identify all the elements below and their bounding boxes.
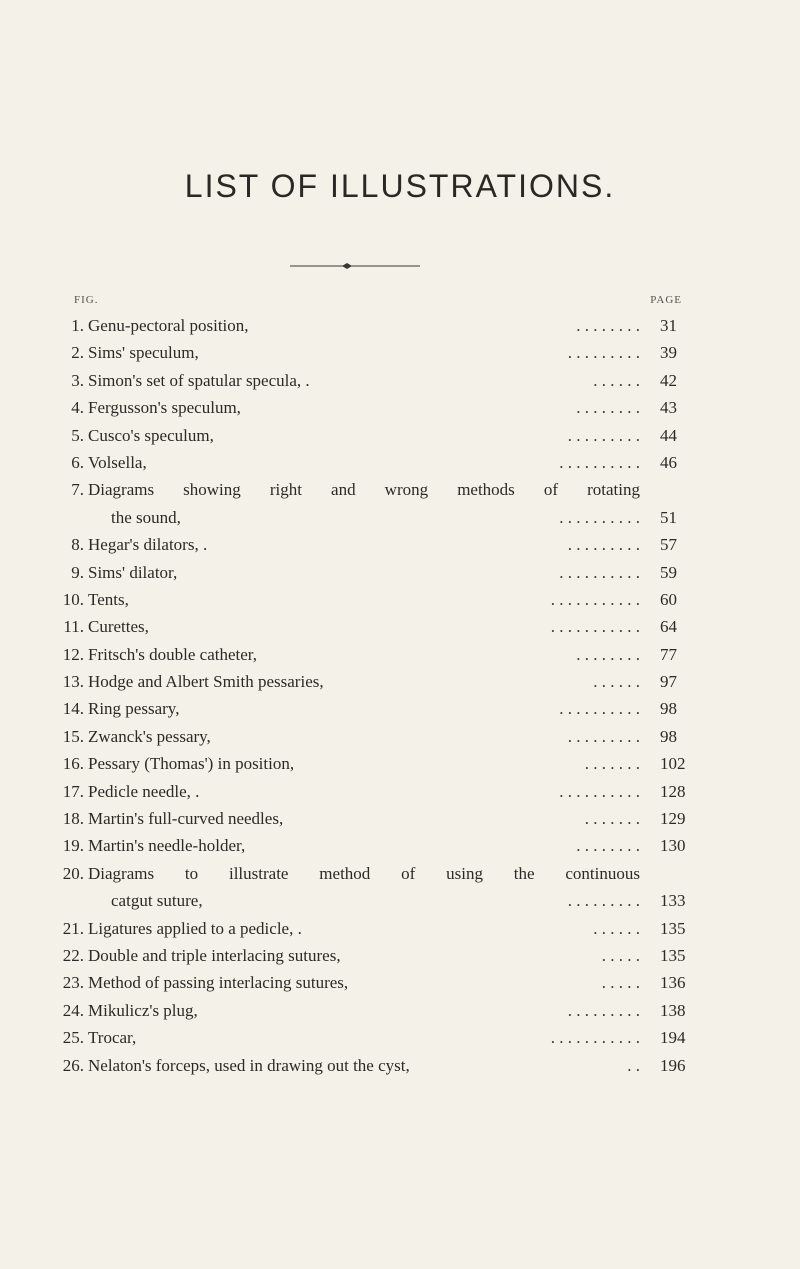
leader-dots: . . bbox=[627, 1055, 640, 1075]
page-number: 59 bbox=[660, 562, 677, 582]
page-number: 39 bbox=[660, 343, 677, 363]
illustration-title: Mikulicz's plug, bbox=[88, 1000, 198, 1020]
list-item bbox=[60, 613, 710, 640]
illustration-title: Genu-pectoral position, bbox=[88, 316, 249, 335]
illustration-title: Tents, bbox=[88, 589, 129, 609]
leader-dots: . . . . . . . . . . bbox=[559, 452, 640, 472]
illustrations-list bbox=[60, 312, 710, 1079]
page-number: 102 bbox=[660, 754, 686, 774]
figure-number: 24. bbox=[62, 1000, 84, 1020]
list-item bbox=[60, 559, 710, 586]
illustration-title: Sims' speculum, bbox=[88, 343, 199, 363]
leader-dots: . . . . . . . . . bbox=[567, 343, 640, 363]
figure-number: 14. bbox=[62, 699, 84, 719]
fig-column-header: FIG. bbox=[74, 294, 99, 306]
illustration-title: Hodge and Albert Smith pessaries, bbox=[88, 672, 324, 692]
illustration-title: Diagrams showing right and wrong methods of rotating bbox=[88, 480, 640, 500]
figure-number: 15. bbox=[62, 726, 84, 746]
page-number: 57 bbox=[660, 535, 677, 555]
list-item bbox=[60, 641, 710, 668]
leader-dots: . . . . . . . . . bbox=[567, 726, 640, 746]
list-item bbox=[60, 997, 710, 1024]
illustration-title: Simon's set of spatular specula, . bbox=[88, 370, 310, 390]
list-item bbox=[60, 750, 710, 777]
page-number: 43 bbox=[660, 398, 677, 418]
illustration-title: Fergusson's speculum, bbox=[88, 398, 241, 418]
figure-number: 9. bbox=[71, 562, 84, 582]
list-item bbox=[60, 449, 710, 476]
figure-number: 2. bbox=[71, 343, 84, 363]
figure-number: 17. bbox=[62, 781, 84, 801]
figure-number: 6. bbox=[71, 452, 84, 472]
illustration-title: Double and triple interlacing sutures, bbox=[88, 945, 341, 965]
list-item bbox=[60, 394, 710, 421]
page-number: 138 bbox=[660, 1000, 686, 1020]
list-item bbox=[60, 915, 710, 942]
figure-number: 7. bbox=[71, 480, 84, 500]
leader-dots: . . . . . . bbox=[593, 918, 640, 938]
figure-number: 1. bbox=[71, 316, 84, 335]
illustration-title: Volsella, bbox=[88, 452, 147, 472]
leader-dots: . . . . . . . . . . . bbox=[550, 1028, 640, 1048]
page-number: 60 bbox=[660, 589, 677, 609]
figure-number: 25. bbox=[62, 1028, 84, 1048]
figure-number: 12. bbox=[62, 644, 84, 664]
illustration-title-continuation: the sound, bbox=[111, 507, 181, 527]
list-item bbox=[60, 531, 710, 558]
illustration-title: Nelaton's forceps, used in drawing out the cyst, bbox=[88, 1055, 410, 1075]
leader-dots: . . . . . . . . bbox=[576, 316, 640, 335]
leader-dots: . . . . . . . . . . bbox=[559, 781, 640, 801]
illustration-title-continuation: catgut suture, bbox=[111, 891, 203, 911]
figure-number: 11. bbox=[63, 617, 84, 637]
leader-dots: . . . . . . . . . bbox=[567, 425, 640, 445]
illustration-title: Pessary (Thomas') in position, bbox=[88, 754, 295, 774]
figure-number: 23. bbox=[62, 973, 84, 993]
list-item bbox=[60, 778, 710, 805]
illustration-title: Pedicle needle, . bbox=[88, 781, 200, 801]
page-number: 135 bbox=[660, 945, 686, 965]
page-number: 64 bbox=[660, 617, 677, 637]
illustration-title: Ring pessary, bbox=[88, 699, 180, 719]
figure-number: 22. bbox=[62, 945, 84, 965]
leader-dots: . . . . . . . bbox=[584, 809, 640, 829]
figure-number: 16. bbox=[62, 754, 84, 774]
leader-dots: . . . . . . . . . bbox=[567, 535, 640, 555]
page-number: 98 bbox=[660, 726, 677, 746]
leader-dots: . . . . . . . . . . bbox=[559, 562, 640, 582]
page-number: 97 bbox=[660, 672, 677, 692]
page-number: 130 bbox=[660, 836, 686, 856]
illustration-title: Curettes, bbox=[88, 617, 149, 637]
list-item bbox=[60, 586, 710, 613]
leader-dots: . . . . . bbox=[601, 945, 640, 965]
page-number: 31 bbox=[660, 316, 677, 335]
list-item-continuation bbox=[60, 887, 710, 914]
list-item bbox=[60, 476, 710, 503]
page-number: 98 bbox=[660, 699, 677, 719]
page-number: 46 bbox=[660, 452, 677, 472]
page-number: 196 bbox=[660, 1055, 686, 1075]
page-number: 133 bbox=[660, 891, 686, 911]
figure-number: 13. bbox=[62, 672, 84, 692]
list-item bbox=[60, 942, 710, 969]
figure-number: 5. bbox=[71, 425, 84, 445]
list-item bbox=[60, 1052, 710, 1079]
illustration-title: Method of passing interlacing sutures, bbox=[88, 973, 349, 993]
illustration-title: Trocar, bbox=[88, 1028, 137, 1048]
list-item bbox=[60, 805, 710, 832]
leader-dots: . . . . . . . . . . . bbox=[550, 589, 640, 609]
list-item bbox=[60, 723, 710, 750]
list-item bbox=[60, 832, 710, 859]
list-item bbox=[60, 695, 710, 722]
figure-number: 21. bbox=[62, 918, 84, 938]
leader-dots: . . . . . . . . . . bbox=[559, 507, 640, 527]
illustration-title: Hegar's dilators, . bbox=[88, 535, 208, 555]
page-number: 128 bbox=[660, 781, 686, 801]
leader-dots: . . . . . . . . bbox=[576, 644, 640, 664]
illustration-title: Sims' dilator, bbox=[88, 562, 178, 582]
illustration-title: Martin's needle-holder, bbox=[88, 836, 246, 856]
leader-dots: . . . . . . . . bbox=[576, 836, 640, 856]
list-item bbox=[60, 860, 710, 887]
page-number: 136 bbox=[660, 973, 686, 993]
illustration-title: Ligatures applied to a pedicle, . bbox=[88, 918, 302, 938]
leader-dots: . . . . . . . . . bbox=[567, 891, 640, 911]
figure-number: 4. bbox=[71, 398, 84, 418]
figure-number: 26. bbox=[62, 1055, 84, 1075]
leader-dots: . . . . . . bbox=[593, 370, 640, 390]
list-item bbox=[60, 1024, 710, 1051]
figure-number: 8. bbox=[71, 535, 84, 555]
page-number: 42 bbox=[660, 370, 677, 390]
illustration-title: Martin's full-curved needles, bbox=[88, 809, 284, 829]
list-item-continuation bbox=[60, 504, 710, 531]
list-item bbox=[60, 422, 710, 449]
leader-dots: . . . . . . . . . bbox=[567, 1000, 640, 1020]
figure-number: 18. bbox=[62, 809, 84, 829]
figure-number: 19. bbox=[62, 836, 84, 856]
page-number: 44 bbox=[660, 425, 677, 445]
illustration-title: Diagrams to illustrate method of using the continuous bbox=[88, 863, 640, 883]
leader-dots: . . . . . . . . . . bbox=[559, 699, 640, 719]
illustration-title: Fritsch's double catheter, bbox=[88, 644, 258, 664]
leader-dots: . . . . . . bbox=[593, 672, 640, 692]
list-item bbox=[60, 312, 710, 339]
list-item bbox=[60, 339, 710, 366]
page-number: 51 bbox=[660, 507, 677, 527]
page-number: 135 bbox=[660, 918, 686, 938]
figure-number: 3. bbox=[71, 370, 84, 390]
illustration-title: Zwanck's pessary, bbox=[88, 726, 211, 746]
page-number: 129 bbox=[660, 809, 686, 829]
page-column-header: PAGE bbox=[650, 294, 682, 306]
page-number: 194 bbox=[660, 1028, 686, 1048]
list-item bbox=[60, 367, 710, 394]
list-item bbox=[60, 668, 710, 695]
page-number: 77 bbox=[660, 644, 677, 664]
divider-ornament bbox=[290, 262, 420, 270]
leader-dots: . . . . . . . bbox=[584, 754, 640, 774]
leader-dots: . . . . . . . . . . . bbox=[550, 617, 640, 637]
list-item bbox=[60, 969, 710, 996]
leader-dots: . . . . . . . . bbox=[576, 398, 640, 418]
leader-dots: . . . . . bbox=[601, 973, 640, 993]
illustration-title: Cusco's speculum, bbox=[88, 425, 214, 445]
page-title: LIST OF ILLUSTRATIONS. bbox=[184, 168, 616, 204]
figure-number: 20. bbox=[62, 863, 84, 883]
figure-number: 10. bbox=[62, 589, 84, 609]
